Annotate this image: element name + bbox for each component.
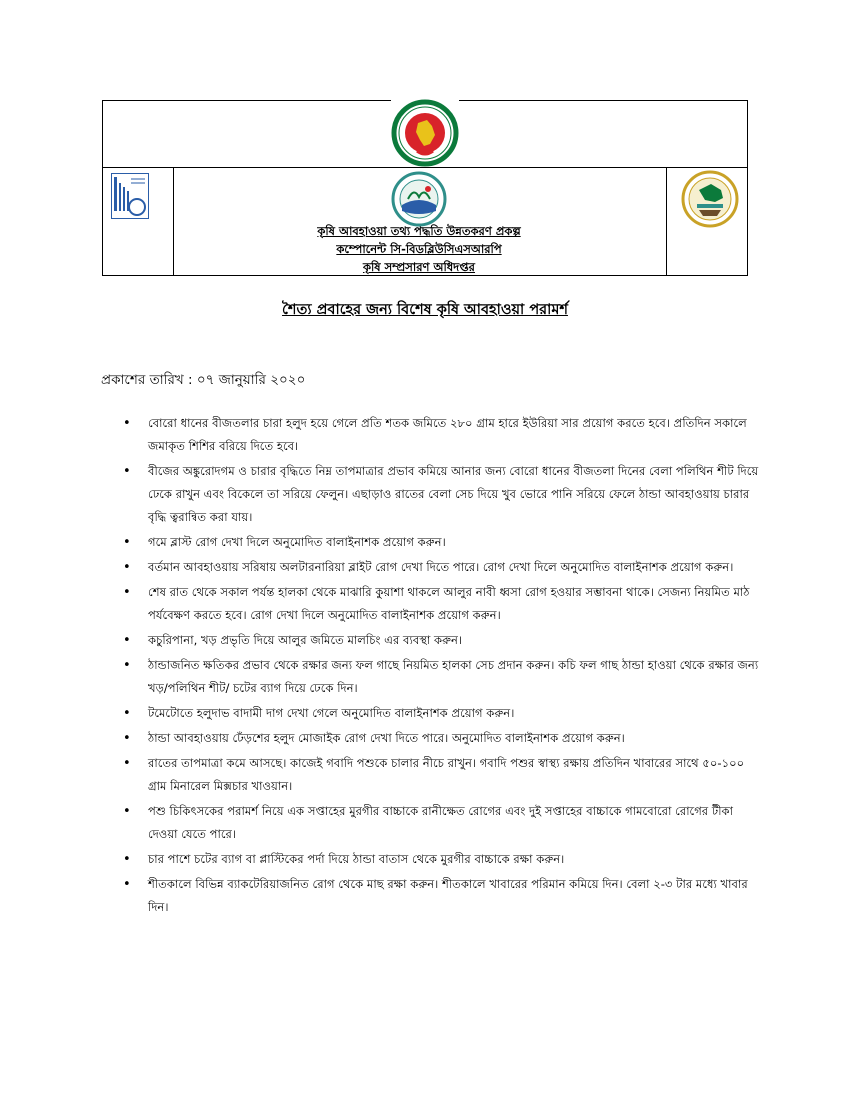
list-item: • বীজের অঙ্কুরোদগম ও চারার বৃদ্ধিতে নিম্ন তাপমাত্রার প্রভাব কমিয়ে আনার জন্য বোরো ধানের বীজতলা দিনের বেলা পলিথিন শীট দিয়ে ঢেকে রাখুন এবং বিকেলে তা সরিয়ে ফেলুন। এছাড়াও রাতের বেলা সেচ দিয়ে খুব ভোরে পানি সরিয়ে ফেলে ঠান্ডা আবহাওয়ায় চারার বৃদ্ধি ত্বরান্বিত করা যায়। xyxy=(101,460,761,529)
list-item: • রাতের তাপমাত্রা কমে আসছে। কাজেই গবাদি পশুকে চালার নীচে রাখুন। গবাদি পশুর স্বাস্থ্য রক্ষায় প্রতিদিন খাবারের সাথে ৫০-১০০ গ্রাম মিনারেল মিক্সচার খাওয়ান। xyxy=(101,752,761,798)
bwcsrp-project-logo-icon xyxy=(111,173,149,219)
header-divider xyxy=(103,167,747,168)
list-item: • চার পাশে চটের ব্যাগ বা প্লাস্টিকের পর্দা দিয়ে ঠান্ডা বাতাস থেকে মুরগীর বাচ্চাকে রক্ষা করুন। xyxy=(101,848,761,871)
bangladesh-government-seal-icon xyxy=(391,99,459,167)
dae-logo-icon xyxy=(681,170,739,228)
agromet-project-logo-icon xyxy=(388,171,450,227)
publication-date: প্রকাশের তারিখ : ০৭ জানুয়ারি ২০২০ xyxy=(101,372,306,388)
list-item: • ঠান্ডাজনিত ক্ষতিকর প্রভাব থেকে রক্ষার জন্য ফল গাছে নিয়মিত হালকা সেচ প্রদান করুন। কচি ফল গাছ ঠান্ডা হাওয়া থেকে রক্ষার জন্য খড়/পলিথিন শীট/ চটের ব্যাগ দিয়ে ঢেকে দিন। xyxy=(101,654,761,700)
list-item: • বর্তমান আবহাওয়ায় সরিষায় অলটারনারিয়া ব্লাইট রোগ দেখা দিতে পারে। রোগ দেখা দিলে অনুমোদিত বালাইনাশক প্রয়োগ করুন। xyxy=(101,556,761,579)
header-column-divider-right xyxy=(666,167,667,275)
list-item: • শীতকালে বিভিন্ন ব্যাকটেরিয়াজনিত রোগ থেকে মাছ রক্ষা করুন। শীতকালে খাবারের পরিমান কমিয়ে দিন। বেলা ২-৩ টার মধ্যে খাবার দিন। xyxy=(101,873,761,919)
advisory-list xyxy=(101,412,761,921)
department-name: কৃষি সম্প্রসারণ অধিদপ্তর xyxy=(362,260,476,274)
list-item: • ঠান্ডা আবহাওয়ায় ঢেঁড়শের হলুদ মোজাইক রোগ দেখা দিতে পারে। অনুমোদিত বালাইনাশক প্রয়োগ করুন। xyxy=(101,727,761,750)
list-item: • বোরো ধানের বীজতলার চারা হলুদ হয়ে গেলে প্রতি শতক জমিতে ২৮০ গ্রাম হারে ইউরিয়া সার প্রয়োগ করতে হবে। প্রতিদিন সকালে জমাকৃত শিশির বরিয়ে দিতে হবে। xyxy=(101,412,761,458)
header-text-block xyxy=(173,222,665,276)
project-name: কৃষি আবহাওয়া তথ্য পদ্ধতি উন্নতকরণ প্রকল্প xyxy=(317,224,521,238)
list-item: • শেষ রাত থেকে সকাল পর্যন্ত হালকা থেকে মাঝারি কুয়াশা থাকলে আলুর নাবী ধ্বসা রোগ হওয়ার সম্ভাবনা থাকে। সেজন্য নিয়মিত মাঠ পর্যবেক্ষণ করতে হবে। রোগ দেখা দিলে অনুমোদিত বালাইনাশক প্রয়োগ করুন। xyxy=(101,581,761,627)
list-item: • গমে ব্লাস্ট রোগ দেখা দিলে অনুমোদিত বালাইনাশক প্রয়োগ করুন। xyxy=(101,531,761,554)
list-item: • পশু চিকিৎসকের পরামর্শ নিয়ে এক সপ্তাহের মুরগীর বাচ্চাকে রানীক্ষেত রোগের এবং দুই সপ্তাহের বাচ্চাকে গামবোরো রোগের টীকা দেওয়া যেতে পারে। xyxy=(101,800,761,846)
document-title: শৈত্য প্রবাহের জন্য বিশেষ কৃষি আবহাওয়া পরামর্শ xyxy=(282,302,568,318)
header-table xyxy=(102,100,748,276)
list-item: • টমেটোতে হলুদাভ বাদামী দাগ দেখা গেলে অনুমোদিত বালাইনাশক প্রয়োগ করুন। xyxy=(101,702,761,725)
list-item: • কচুরিপানা, খড় প্রভৃতি দিয়ে আলুর জমিতে মালচিং এর ব্যবস্থা করুন। xyxy=(101,629,761,652)
component-name: কম্পোনেন্ট সি-বিডব্লিউসিএসআরপি xyxy=(336,242,502,256)
